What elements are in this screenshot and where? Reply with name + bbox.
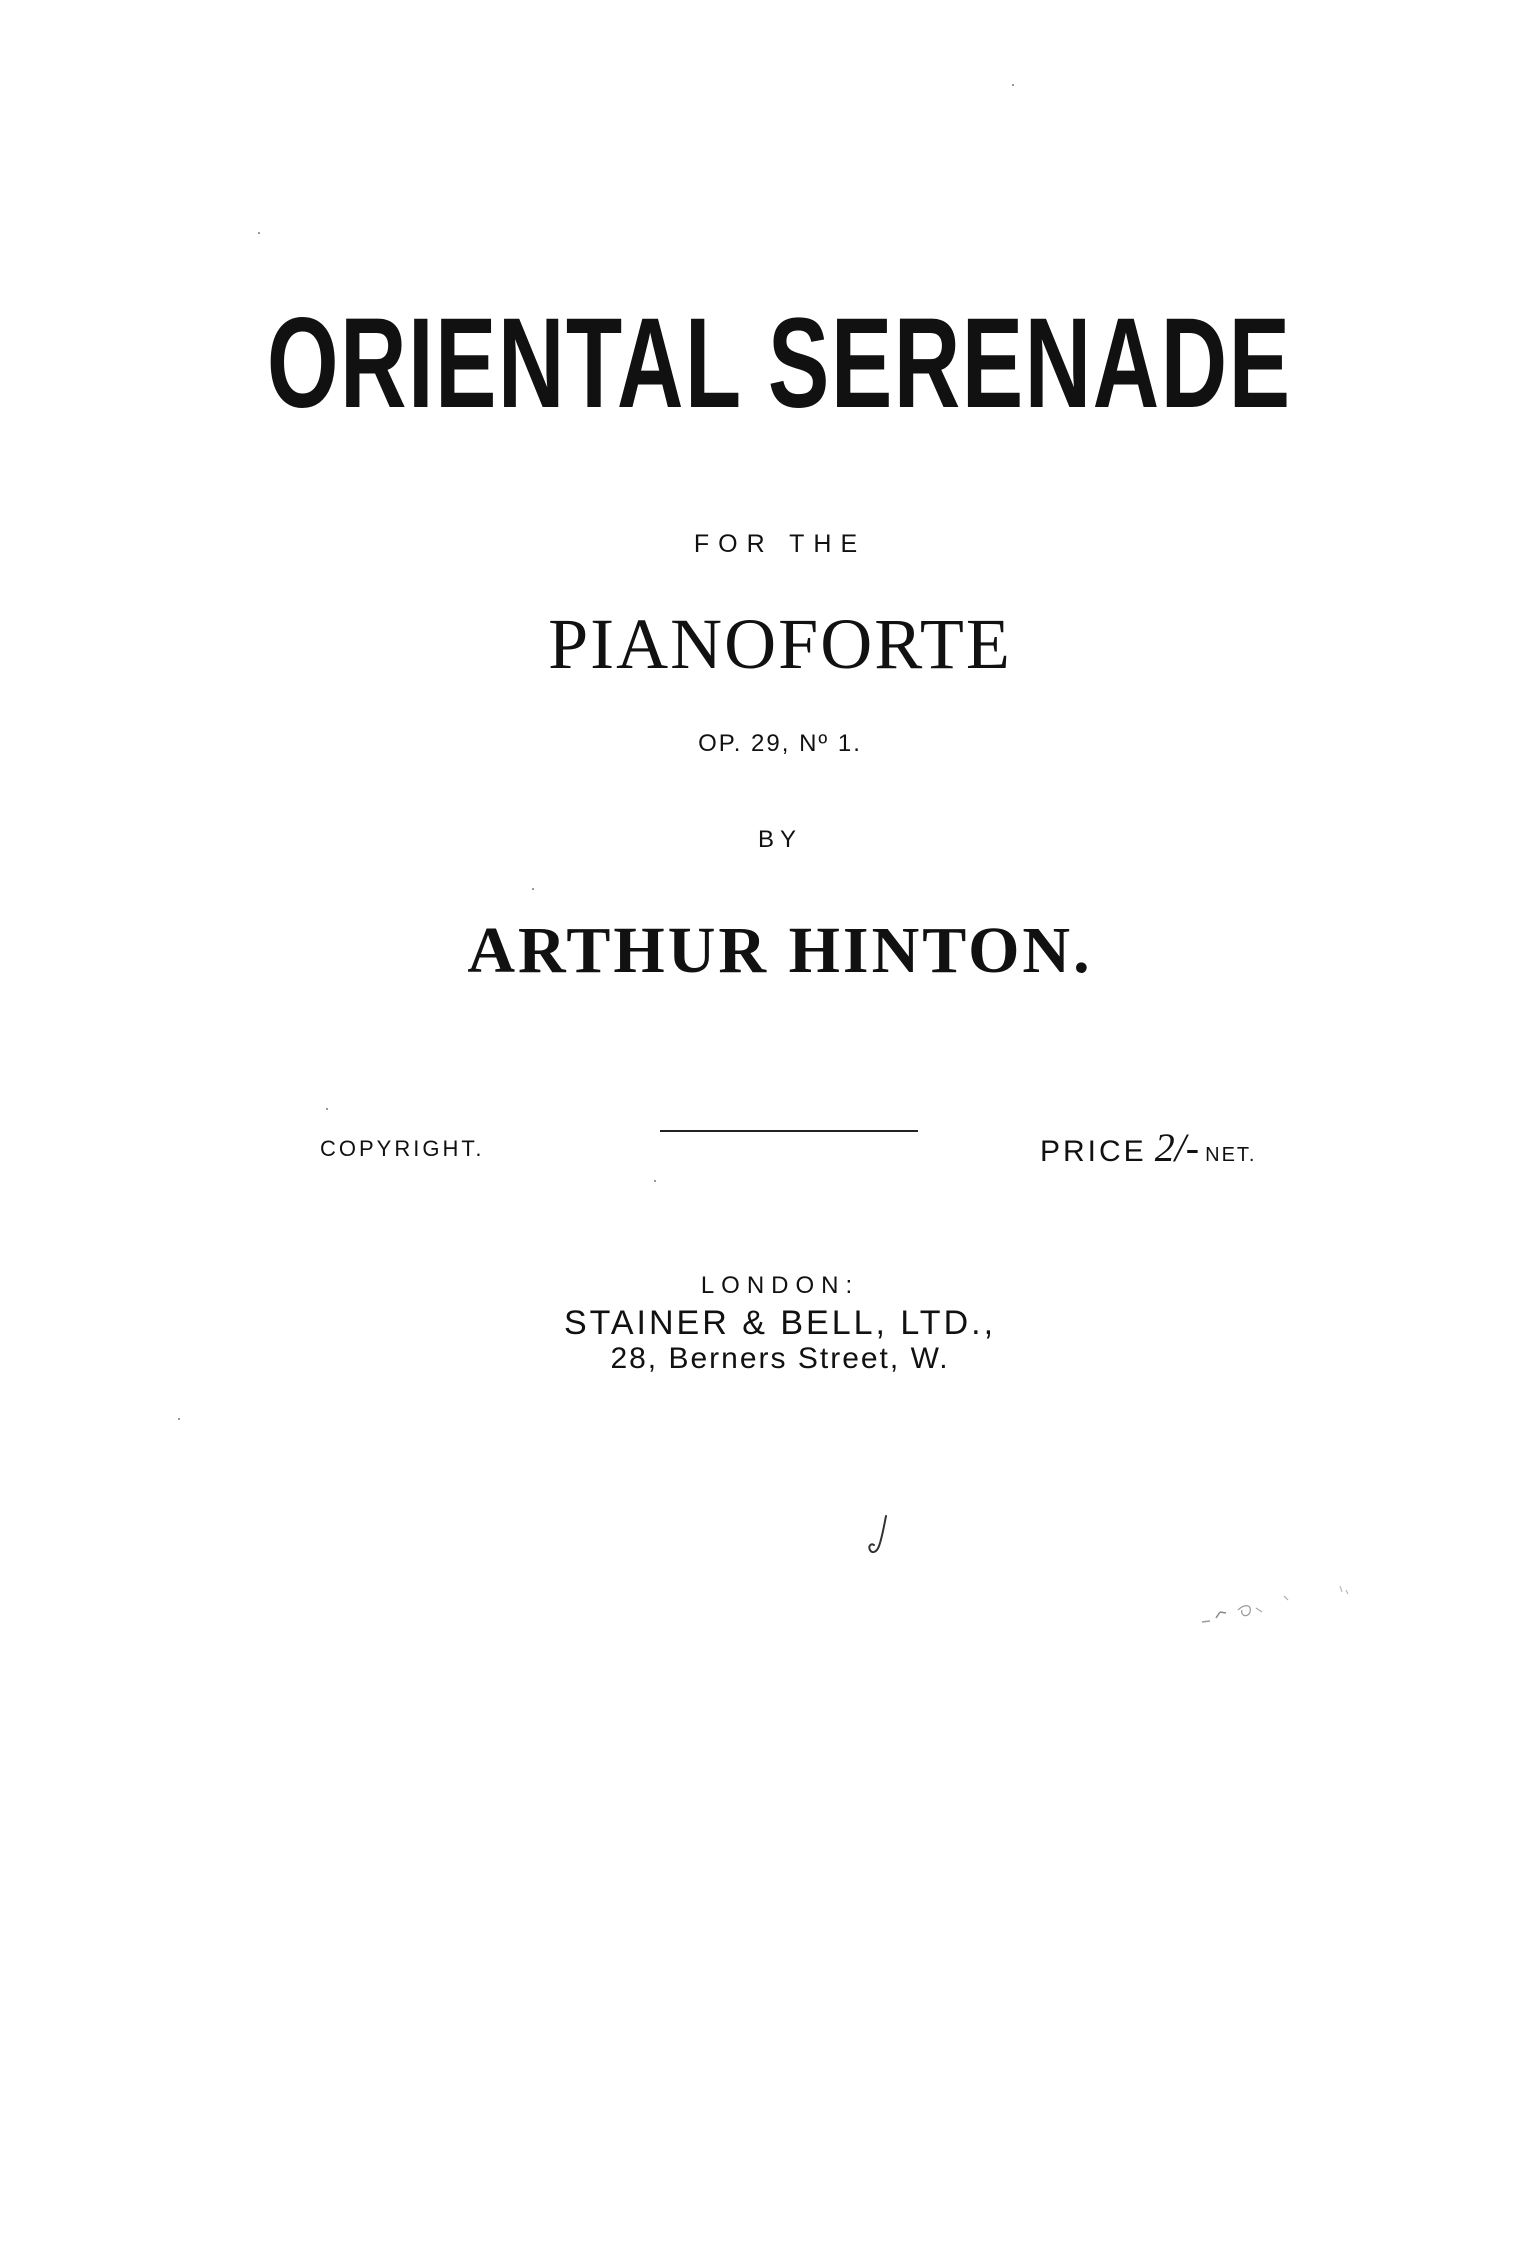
paper-speck [532,888,534,890]
publisher-address: 28, Berners Street, W. [610,1342,950,1375]
divider-rule [660,1130,918,1132]
paper-speck [1012,84,1014,86]
price-notice [1040,1124,1256,1171]
price-amount: 2/- [1154,1125,1200,1170]
paper-speck [178,1418,180,1420]
composer-name: ARTHUR HINTON. [467,914,1093,987]
copyright-notice: COPYRIGHT. [320,1136,485,1161]
paper-speck [326,1108,328,1110]
paper-speck [258,232,260,234]
stray-pencil-marks [1200,1582,1360,1632]
handwritten-mark [862,1512,896,1558]
cover-title: ORIENTAL SERENADE [266,292,1292,435]
price-label: PRICE [1040,1135,1147,1168]
instrument-name: PIANOFORTE [548,604,1012,684]
publisher-city: LONDON: [700,1272,860,1299]
publisher-name: STAINER & BELL, LTD., [563,1304,997,1342]
for-the-label: FOR THE [693,530,867,558]
by-label: BY [757,826,802,853]
opus-number: OP. 29, Nº 1. [698,730,862,757]
paper-speck [654,1180,656,1182]
price-suffix: NET. [1205,1144,1257,1166]
